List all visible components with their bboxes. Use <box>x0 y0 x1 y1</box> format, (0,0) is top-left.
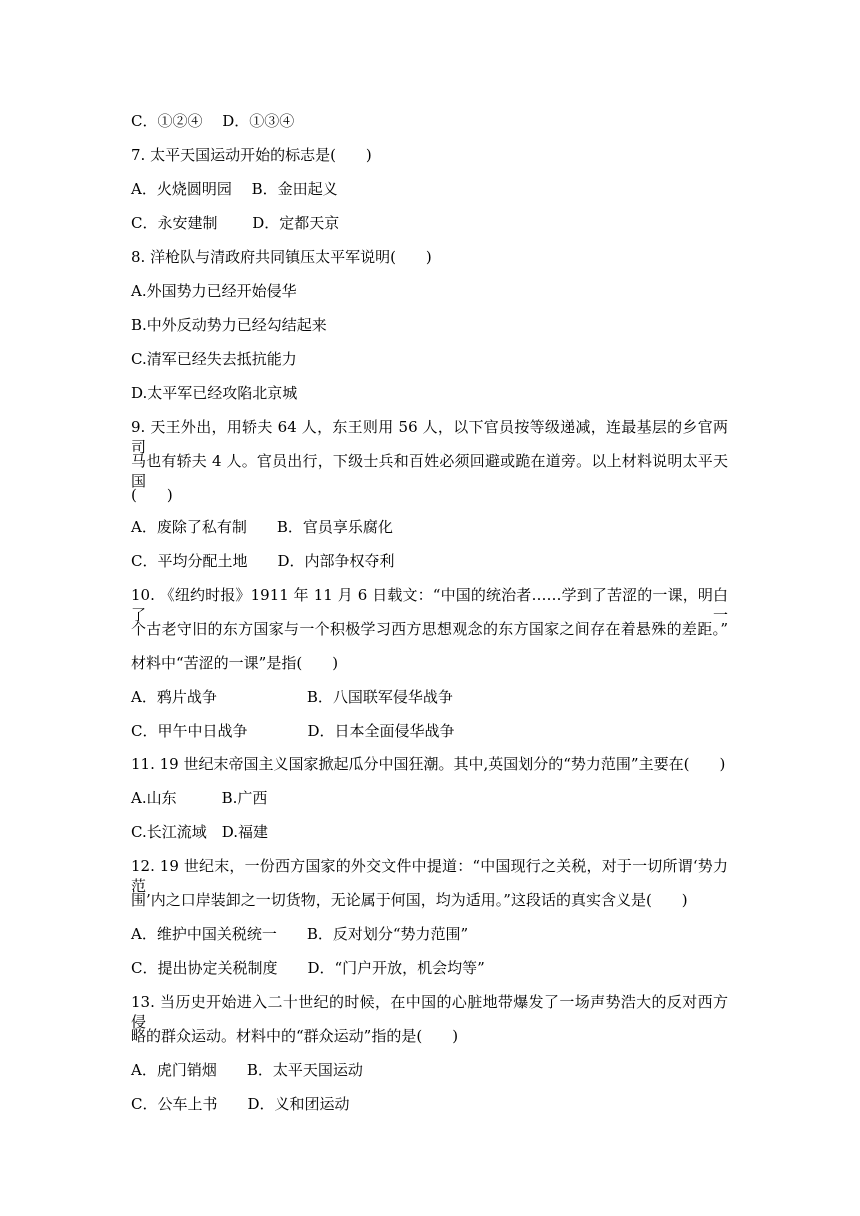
q9-stem-line-1: 9. 天王外出，用轿夫 64 人，东王则用 56 人，以下官员按等级递减，连最基层的乡官两司 <box>131 418 728 456</box>
q8-option-d: D.太平军已经攻陷北京城 <box>131 384 298 402</box>
q13-options-cd: C．公车上书 D．义和团运动 <box>131 1095 350 1113</box>
q10-options-ab: A．鸦片战争 B．八国联军侵华战争 <box>131 688 453 706</box>
q10-options-cd: C．甲午中日战争 D．日本全面侵华战争 <box>131 722 455 740</box>
q7-options-cd: C．永安建制 D．定都天京 <box>131 214 340 232</box>
q9-stem-line-2: 马也有轿夫 4 人。官员出行，下级士兵和百姓必须回避或跪在道旁。以上材料说明太平天国 <box>131 452 728 490</box>
q12-options-cd: C．提出协定关税制度 D．“门户开放，机会均等” <box>131 959 485 977</box>
q8-option-a: A.外国势力已经开始侵华 <box>131 282 297 300</box>
q10-stem-line-2: 个古老守旧的东方国家与一个积极学习西方思想观念的东方国家之间存在着悬殊的差距。” <box>131 620 728 638</box>
q10-stem-line-1: 10. 《纽约时报》1911 年 11 月 6 日载文：“中国的统治者……学到了苦涩的一课，明白了一 <box>131 586 728 624</box>
q12-stem-line-2: 围’内之口岸装卸之一切货物，无论属于何国，均为适用。”这段话的真实含义是( ) <box>131 891 688 909</box>
q9-stem-line-3: ( ) <box>131 486 173 504</box>
q13-stem-line-2: 略的群众运动。材料中的“群众运动”指的是( ) <box>131 1027 459 1045</box>
q11-options-ab: A.山东 B.广西 <box>131 789 268 807</box>
q7-stem: 7. 太平天国运动开始的标志是( ) <box>131 146 372 164</box>
q12-stem-line-1: 12. 19 世纪末，一份西方国家的外交文件中提道：“中国现行之关税，对于一切所谓‘势力范 <box>131 857 728 895</box>
q8-stem: 8. 洋枪队与清政府共同镇压太平军说明( ) <box>131 248 432 266</box>
q7-options-ab: A．火烧圆明园 B．金田起义 <box>131 180 338 198</box>
q11-options-cd: C.长江流域 D.福建 <box>131 823 268 841</box>
q13-stem-line-1: 13. 当历史开始进入二十世纪的时候，在中国的心脏地带爆发了一场声势浩大的反对西方侵 <box>131 993 728 1031</box>
q12-options-ab: A．维护中国关税统一 B．反对划分“势力范围” <box>131 925 469 943</box>
q13-options-ab: A．虎门销烟 B．太平天国运动 <box>131 1061 363 1079</box>
q9-options-ab: A．废除了私有制 B．官员享乐腐化 <box>131 518 393 536</box>
q8-option-b: B.中外反动势力已经勾结起来 <box>131 316 327 334</box>
q8-option-c: C.清军已经失去抵抗能力 <box>131 350 297 368</box>
q11-stem: 11. 19 世纪末帝国主义国家掀起瓜分中国狂潮。其中,英国划分的“势力范围”主要在( ) <box>131 755 726 773</box>
q10-stem-line-3: 材料中“苦涩的一课”是指( ) <box>131 654 339 672</box>
q6-options-cd: C．①②④ D．①③④ <box>131 112 295 130</box>
q9-options-cd: C．平均分配土地 D．内部争权夺利 <box>131 552 395 570</box>
